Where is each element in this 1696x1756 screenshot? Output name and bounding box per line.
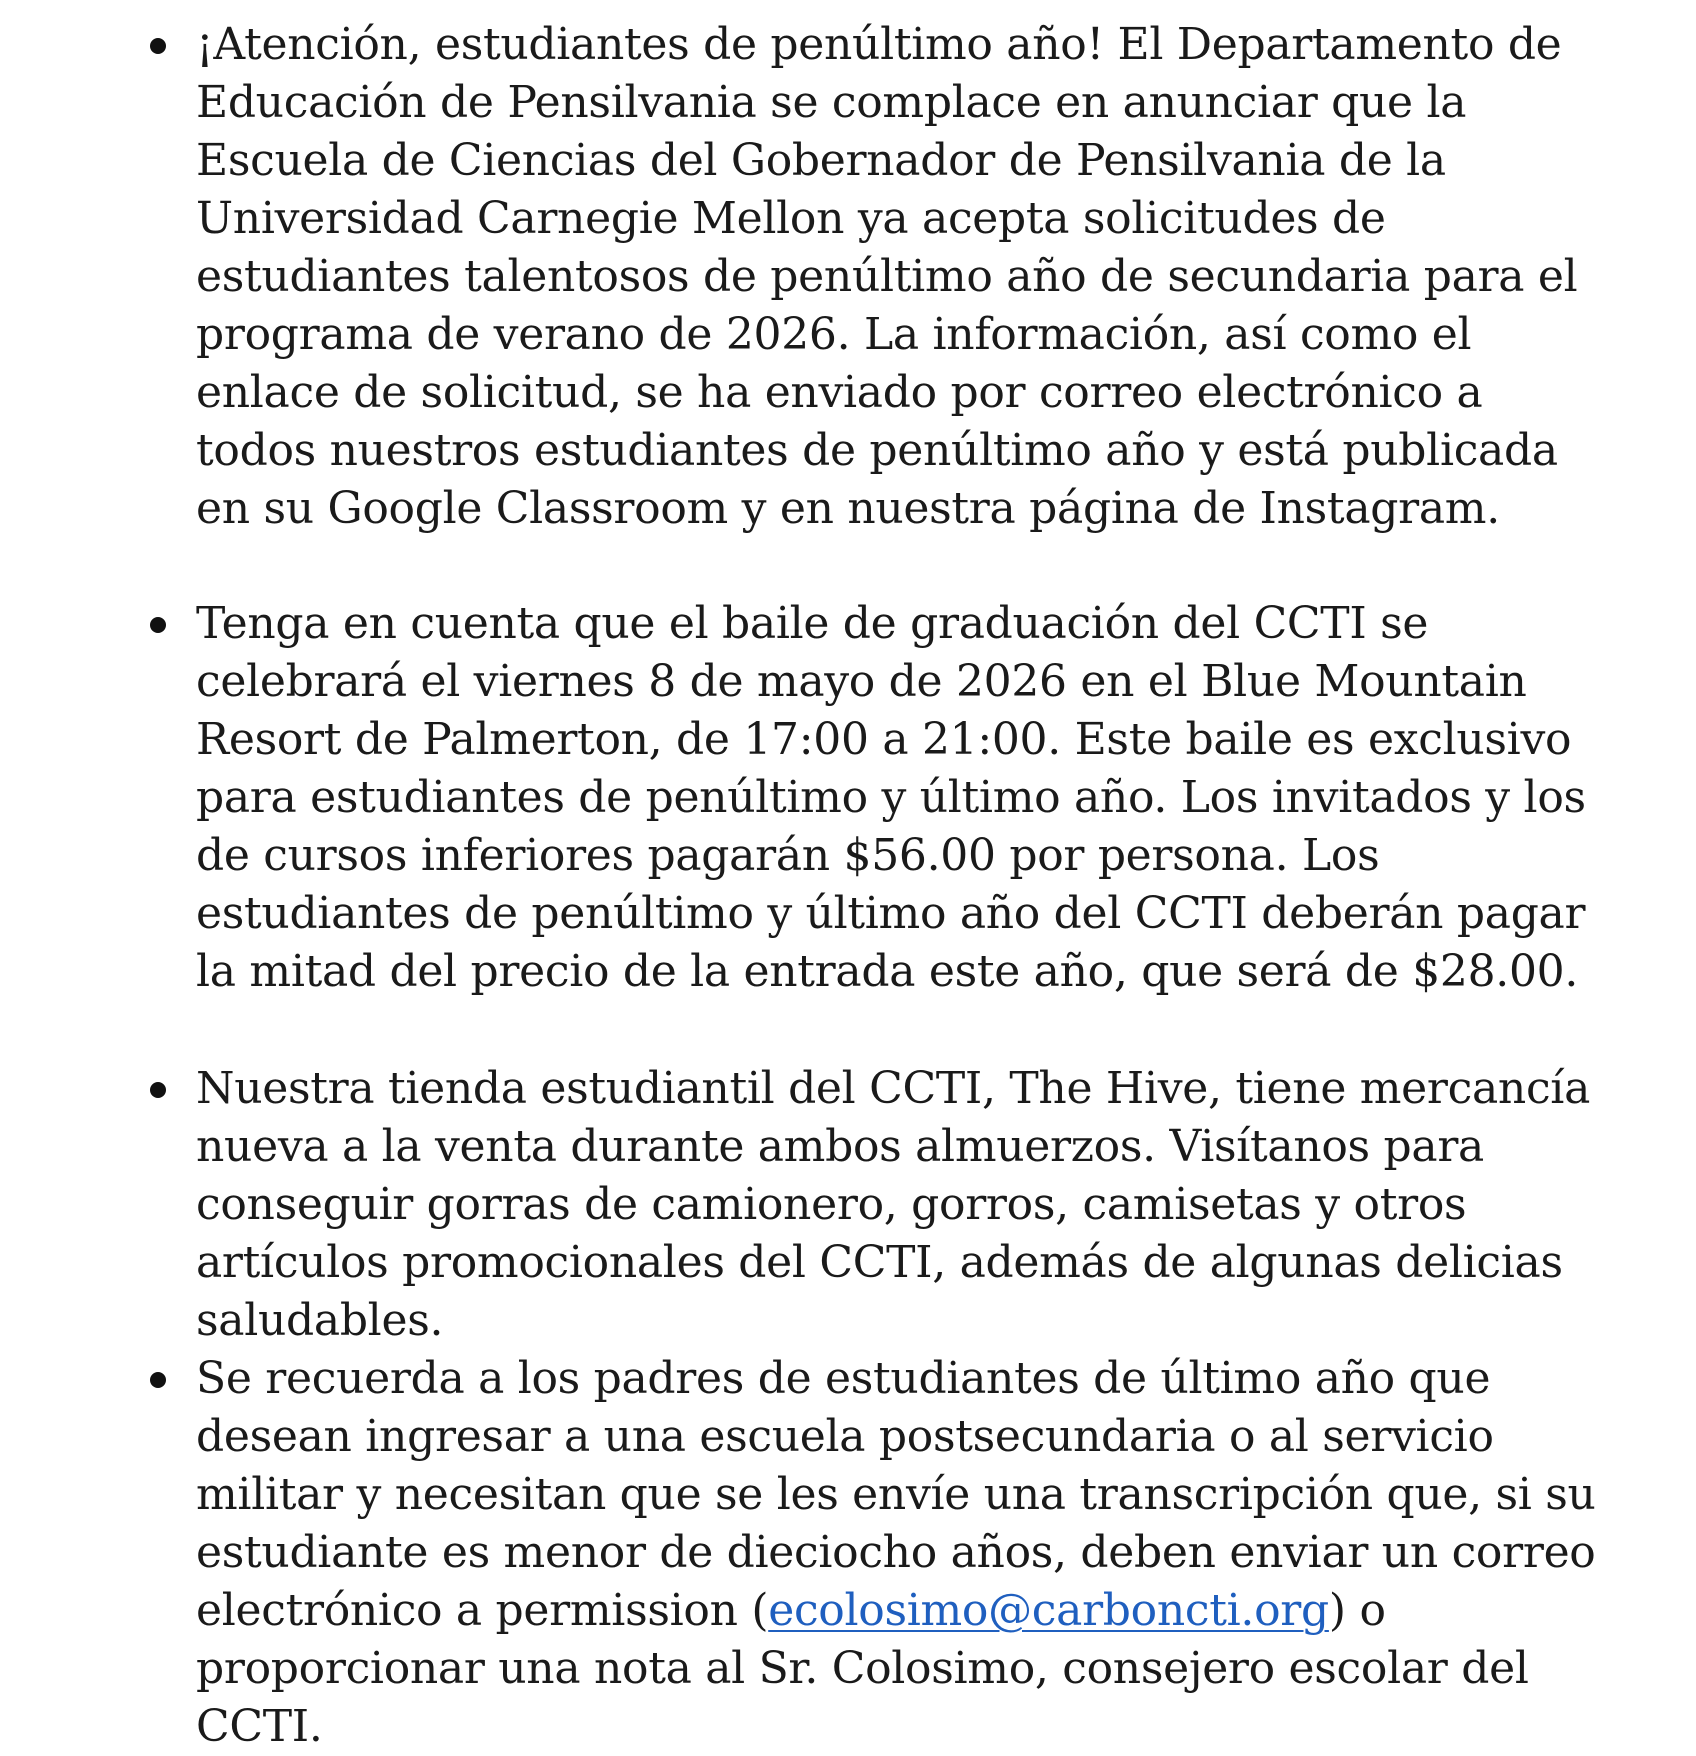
announcement-prom (196, 595, 1616, 1001)
announcement-text-after: ) o proporcionar una nota al Sr. Colosimo, consejero escolar del CCTI. (196, 1585, 1529, 1752)
announcement-text-before: Se recuerda a los padres de estudiantes de último año que desean ingresar a una escuela postsecundaria o al servicio militar y necesitan que se les envíe una transcripción que, si su estudiante es menor de dieciocho años, deben enviar un correo electrónico a permission ( (196, 1353, 1596, 1636)
announcement-governors-school (196, 16, 1616, 538)
bullet-icon (150, 1082, 166, 1098)
announcement-text: Nuestra tienda estudiantil del CCTI, The Hive, tiene mercancía nueva a la venta durante ambos almuerzos. Visítanos para conseguir gorras de camionero, gorros, camisetas y otros artículos promocionales del CCTI, además de algunas delicias saludables. (196, 1063, 1590, 1346)
announcement-student-store (196, 1060, 1616, 1350)
announcement-text: Tenga en cuenta que el baile de graduación del CCTI se celebrará el viernes 8 de mayo de 2026 en el Blue Mountain Resort de Palmerton, de 17:00 a 21:00. Este baile es exclusivo para estudiantes de penúltimo y último año. Los invitados y los de cursos inferiores pagarán $56.00 por persona. Los estudiantes de penúltimo y último año del CCTI deberán pagar la mitad del precio de la entrada este año, que será de $28.00. (196, 598, 1586, 997)
announcement-text: ¡Atención, estudiantes de penúltimo año! El Departamento de Educación de Pensilvania se complace en anunciar que la Escuela de Ciencias del Gobernador de Pensilvania de la Universidad Carnegie Mellon ya acepta solicitudes de estudiantes talentosos de penúltimo año de secundaria para el programa de verano de 2026. La información, así como el enlace de solicitud, se ha enviado por correo electrónico a todos nuestros estudiantes de penúltimo año y está publicada en su Google Classroom y en nuestra página de Instagram. (196, 19, 1578, 534)
bullet-icon (150, 38, 166, 54)
announcement-transcripts (196, 1350, 1616, 1756)
counselor-email-link[interactable]: ecolosimo@carboncti.org (768, 1585, 1329, 1636)
bullet-icon (150, 617, 166, 633)
bullet-icon (150, 1372, 166, 1388)
